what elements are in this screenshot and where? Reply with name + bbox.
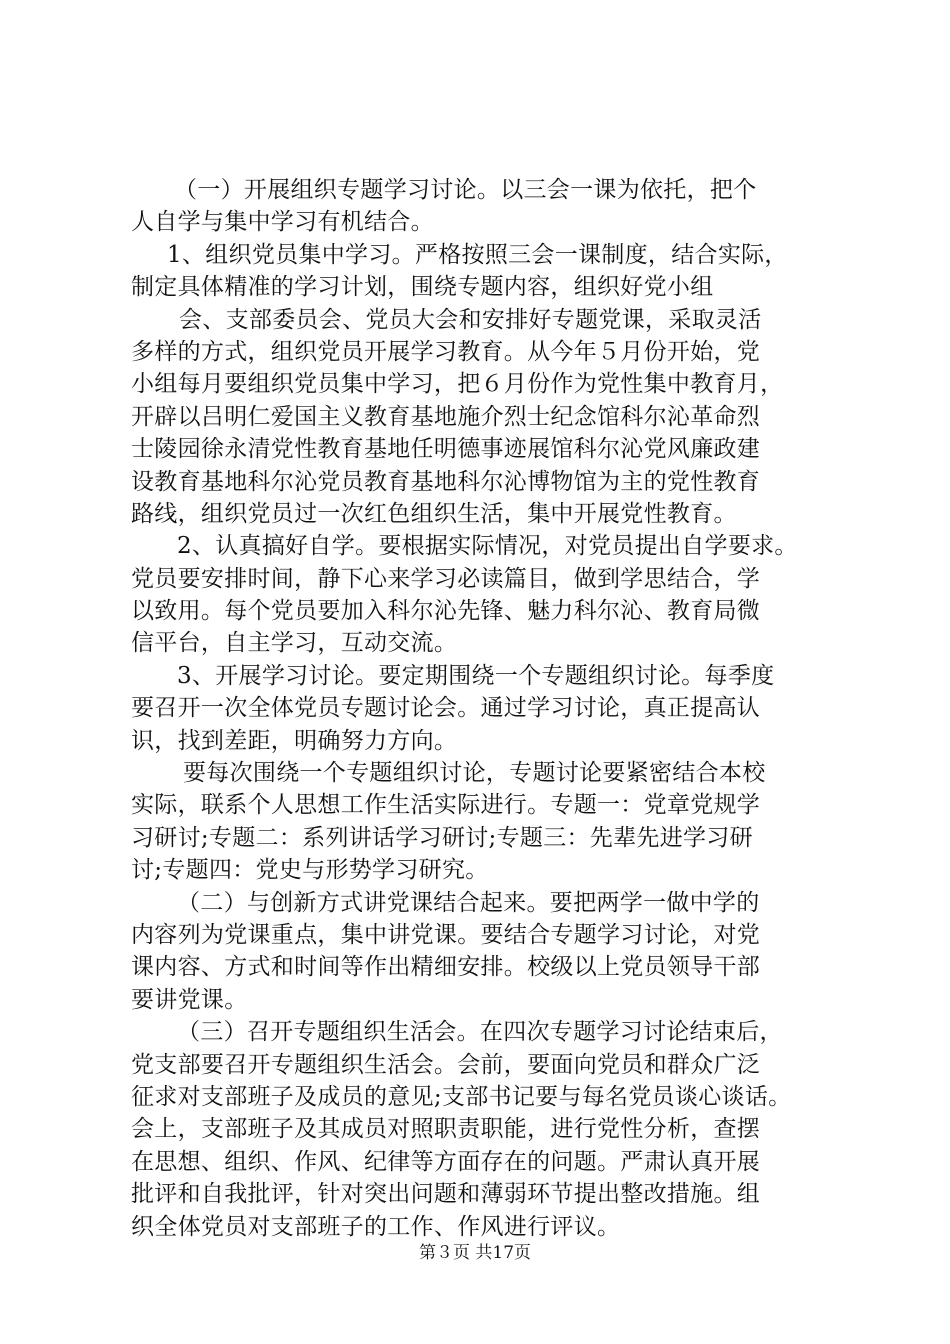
text-line: 要召开一次全体党员专题讨论会。通过学习讨论，真正提高认 [131, 695, 761, 722]
text-line: 讨;专题四：党史与形势学习研究。 [131, 857, 489, 884]
text-line: 要每次围绕一个专题组织讨论，专题讨论要紧密结合本校 [183, 760, 766, 787]
text-line: 2、认真搞好自学。要根据实际情况，对党员提出自学要求。 [177, 533, 798, 560]
text-line: 党支部要召开专题组织生活会。会前，要面向党员和群众广泛 [131, 1051, 761, 1078]
text-line: （一）开展组织专题学习讨论。以三会一课为依托，把个 [174, 177, 757, 203]
text-line: 制定具体精准的学习计划，围绕专题内容，组织好党小组 [131, 274, 714, 301]
text-line: 人自学与集中学习有机结合。 [131, 209, 434, 236]
text-line: 织全体党员对支部班子的工作、作风进行评议。 [131, 1213, 621, 1240]
text-line: 信平台，自主学习，互动交流。 [131, 630, 458, 657]
text-line: 党员要安排时间，静下心来学习必读篇目，做到学思结合，学 [131, 565, 761, 592]
text-line: 设教育基地科尔沁党员教育基地科尔沁博物馆为主的党性教育 [131, 468, 761, 495]
text-line: 内容列为党课重点，集中讲党课。要结合专题学习讨论，对党 [131, 921, 761, 948]
text-line: 士陵园徐永清党性教育基地任明德事迹展馆科尔沁党风廉政建 [131, 436, 761, 463]
page-number-footer: 第３页 共17页 [418, 1243, 532, 1263]
text-line: 3、开展学习讨论。要定期围绕一个专题组织讨论。每季度 [177, 662, 775, 689]
text-line: 要讲党课。 [131, 986, 248, 1013]
text-line: 小组每月要组织党员集中学习，把６月份作为党性集中教育月， [131, 371, 784, 398]
text-line: 会、支部委员会、党员大会和安排好专题党课，采取灵活 [179, 306, 762, 333]
text-line: （三）召开专题组织生活会。在四次专题学习讨论结束后， [177, 1019, 783, 1046]
document-body [131, 174, 851, 1243]
text-line: 识，找到差距，明确努力方向。 [131, 727, 458, 754]
text-line: 在思想、组织、作风、纪律等方面存在的问题。严肃认真开展 [131, 1148, 761, 1175]
text-line: 批评和自我批评，针对突出问题和薄弱环节提出整改措施。组 [131, 1181, 761, 1208]
text-line: 习研讨;专题二：系列讲话学习研讨;专题三：先辈先进学习研 [131, 824, 753, 851]
text-line: 课内容、方式和时间等作出精细安排。校级以上党员领导干部 [131, 954, 761, 981]
text-line: 以致用。每个党员要加入科尔沁先锋、魅力科尔沁、教育局微 [131, 598, 761, 625]
text-line: 征求对支部班子及成员的意见;支部书记要与每名党员谈心谈话。 [131, 1083, 792, 1110]
text-line: 路线，组织党员过一次红色组织生活，集中开展党性教育。 [131, 500, 737, 527]
text-line: 开辟以吕明仁爱国主义教育基地施介烈士纪念馆科尔沁革命烈 [131, 403, 761, 430]
text-line: （二）与创新方式讲党课结合起来。要把两学一做中学的 [177, 889, 760, 916]
text-line: 1、组织党员集中学习。严格按照三会一课制度，结合实际， [167, 241, 788, 268]
text-line: 多样的方式，组织党员开展学习教育。从今年５月份开始，党 [131, 338, 761, 365]
text-line: 实际，联系个人思想工作生活实际进行。专题一：党章党规学 [131, 792, 761, 819]
text-line: 会上，支部班子及其成员对照职责职能，进行党性分析，查摆 [131, 1116, 761, 1143]
